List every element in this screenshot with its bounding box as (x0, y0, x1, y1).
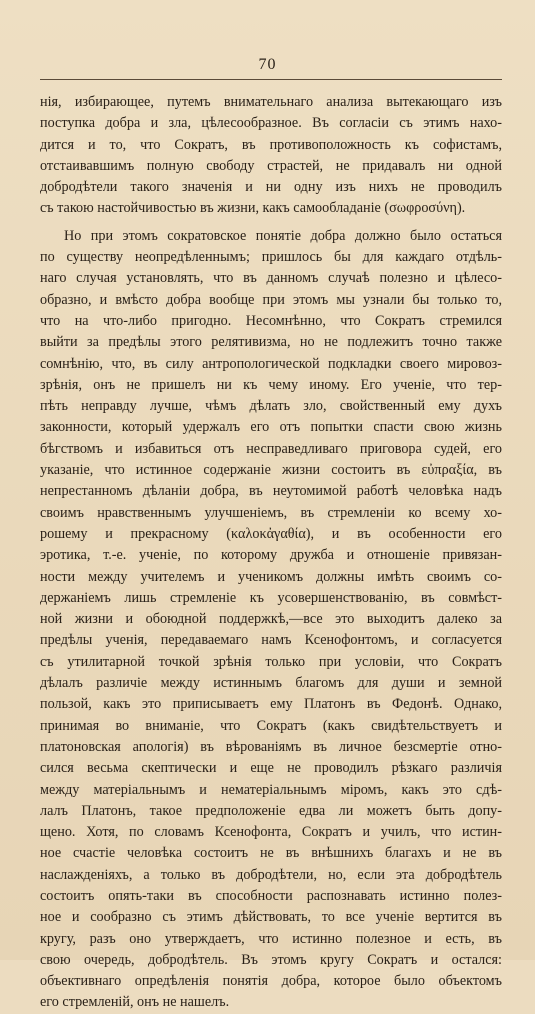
text-line: ной жизни и обоюдной поддержкѣ,—все это выходитъ далеко за (40, 611, 502, 628)
text-line: дится и то, что Сократъ, въ противоположность къ софистамъ, (40, 136, 502, 153)
text-line: между матеріальнымъ и нематеріальнымъ міромъ, какъ это сдѣ- (40, 781, 502, 798)
text-line: ное счастіе человѣка состоитъ не въ внѣшнихъ благахъ и не въ (40, 845, 502, 862)
text-line: съ такою настойчивостью въ жизни, какъ самообладаніе (σωφροσύνη). (40, 200, 466, 217)
text-line: съ утилитарной точкой зрѣнія только при условіи, что Сократъ (40, 653, 502, 670)
text-line: держаніемъ лишь стремленіе къ усовершенствованію, въ совмѣст- (40, 589, 502, 606)
text-line: поступка добра и зла, цѣлесообразное. Въ согласіи съ этимъ нахо- (40, 115, 502, 132)
text-line: дѣлалъ различіе между истиннымъ благомъ для души и земной (40, 675, 502, 692)
text-line: законности, который удержалъ его отъ попытки спасти свою жизнь (40, 419, 502, 436)
text-line: указаніе, что истинное содержаніе жизни состоитъ въ εὐπραξία, въ (40, 462, 502, 479)
text-line: пѣть неправду лучше, чѣмъ дѣлать зло, свойственный ему духъ (40, 398, 502, 415)
text-line: наслажденіяхъ, а только въ добродѣтели, но, если эта добродѣтель (40, 866, 502, 883)
text-line: выйти за предѣлы этого релятивизма, но не подлежитъ точно также (40, 334, 502, 351)
text-line: нія, избирающее, путемъ внимательнаго анализа вытекающаго изъ (40, 94, 502, 110)
text-line: по существу неопредѣленнымъ; пришлось бы для каждаго отдѣль- (40, 249, 502, 266)
text-line: бѣгствомъ и избавиться отъ несправедливаго приговора судей, его (40, 440, 502, 457)
text-line: лалъ Платонъ, такое предположеніе едва ли можетъ быть допу- (40, 802, 502, 819)
text-line: Но при этомъ сократовское понятіе добра должно было остаться (64, 227, 502, 244)
text-line: своимъ нравственнымъ улучшеніемъ, въ стремленіи ко всему хо- (40, 504, 502, 521)
text-line: что на что-либо пригодно. Несомнѣнно, что Сократъ стремился (40, 312, 502, 329)
text-line: отстаивавшимъ полную свободу страстей, не придавалъ ни одной (40, 157, 502, 174)
text-line: щено. Хотя, по словамъ Ксенофонта, Сократъ и училъ, что истин- (40, 824, 502, 841)
text-line: состоитъ опять-таки въ способности распознавать истинно полез- (40, 887, 502, 904)
text-line: объективнаго опредѣленія понятія добра, которое было объектомъ (40, 973, 502, 990)
page-number: 70 (258, 56, 277, 73)
text-line: свою очередь, добродѣтель. Въ этомъ кругу Сократъ и остался: (40, 951, 502, 968)
text-line: сился весьма скептически и еще не проводилъ рѣзкаго различія (40, 760, 502, 777)
text-line: платоновская апологія) въ вѣрованіямъ въ личное безсмертіе отно- (40, 738, 502, 755)
text-line: непрестанномъ дѣланіи добра, въ неутомимой работѣ человѣка надъ (40, 483, 502, 500)
header-rule (40, 79, 502, 80)
text-line: его стремленій, онъ не нашелъ. (40, 994, 230, 1011)
text-line: наго случая установлять, что въ данномъ случаѣ полезно и цѣлесо- (40, 270, 502, 287)
text-line: ности между учителемъ и ученикомъ должны имѣть своимъ со- (40, 568, 502, 585)
text-line: образно, и вмѣсто добра вообще при этомъ мы узнали бы только то, (40, 291, 502, 308)
body-text (40, 92, 502, 1014)
text-line: ное и сообразно съ этимъ дѣйствовать, то все ученіе вертится въ (40, 909, 502, 926)
text-line: пользой, какъ это приписываетъ ему Платонъ въ Федонѣ. Однако, (40, 696, 502, 713)
text-line: сомнѣнію, что, въ силу антропологической подкладки своего мировоз- (40, 355, 502, 372)
text-line: кругу, разъ оно утверждаетъ, что истинно полезное и есть, въ (40, 930, 502, 947)
text-line: добродѣтели такого значенія и ни одну изъ нихъ не проводилъ (40, 179, 502, 196)
text-line: рошему и прекрасному (καλοκἀγαθία), и въ особенности его (40, 525, 502, 542)
text-line: принимая во вниманіе, что Сократъ (какъ свидѣтельствуетъ и (40, 717, 502, 734)
text-line: предѣлы ученія, передаваемаго намъ Ксенофонтомъ, и согласуется (40, 632, 502, 649)
text-line: зрѣнія, онъ не пришелъ ни къ чему иному. Его ученіе, что тер- (40, 376, 502, 393)
text-line: эротика, т.-е. ученіе, по которому дружба и отношеніе привязан- (40, 547, 502, 564)
